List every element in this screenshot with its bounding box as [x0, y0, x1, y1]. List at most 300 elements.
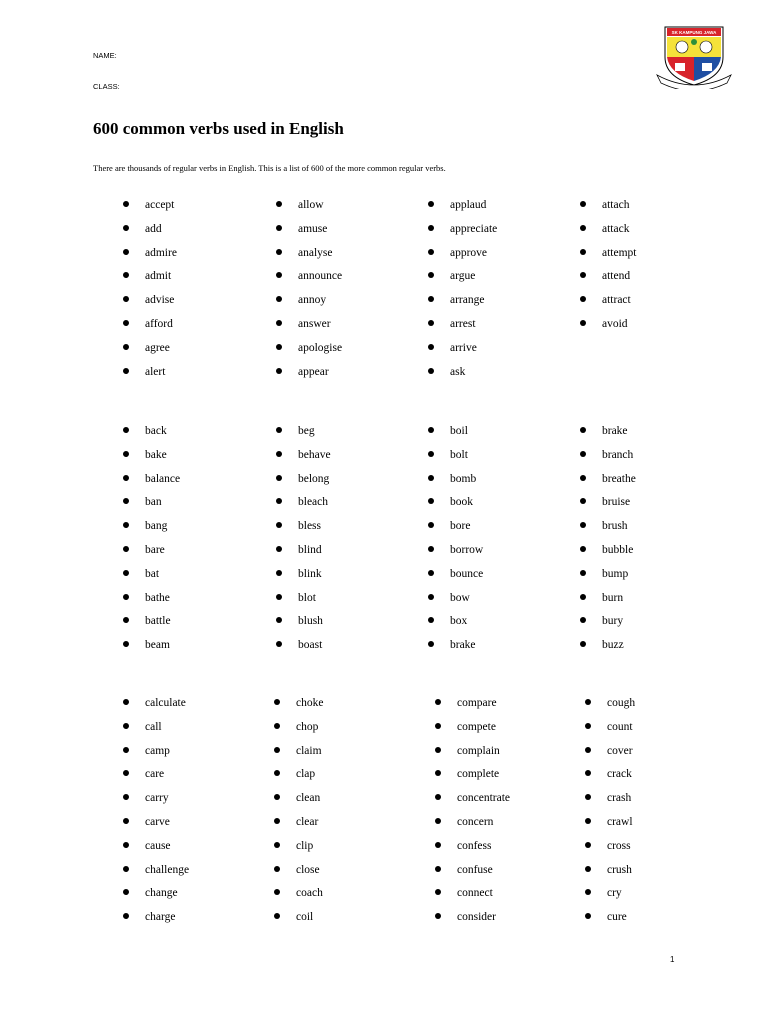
- list-item: [274, 887, 424, 911]
- list-item: [123, 768, 273, 792]
- bullet-icon: [428, 225, 434, 231]
- bullet-icon: [428, 320, 434, 326]
- verb-word: ask: [450, 365, 466, 378]
- list-item: [428, 449, 578, 473]
- bullet-icon: [276, 594, 282, 600]
- verb-word: argue: [450, 270, 476, 283]
- verb-word: count: [607, 720, 633, 733]
- verb-word: complain: [457, 744, 500, 757]
- bullet-icon: [428, 451, 434, 457]
- list-item: [276, 592, 426, 616]
- list-item: [123, 270, 273, 294]
- verb-word: branch: [602, 448, 634, 461]
- verb-word: afford: [145, 317, 173, 330]
- list-item: [428, 568, 578, 592]
- list-item: [123, 864, 273, 888]
- bullet-icon: [580, 296, 586, 302]
- verb-word: agree: [145, 341, 170, 354]
- list-item: [580, 592, 730, 616]
- class-label: CLASS:: [93, 82, 120, 91]
- bullet-icon: [276, 320, 282, 326]
- verb-word: camp: [145, 744, 170, 757]
- list-item: [274, 721, 424, 745]
- verb-word: challenge: [145, 863, 190, 876]
- bullet-icon: [123, 889, 129, 895]
- verb-word: concentrate: [457, 792, 510, 805]
- verb-word: apologise: [298, 341, 343, 354]
- bullet-icon: [274, 913, 280, 919]
- bullet-icon: [428, 641, 434, 647]
- bullet-icon: [580, 320, 586, 326]
- list-item: [274, 697, 424, 721]
- bullet-icon: [123, 427, 129, 433]
- bullet-icon: [123, 320, 129, 326]
- bullet-icon: [580, 225, 586, 231]
- list-item: [123, 639, 273, 663]
- bullet-icon: [585, 913, 591, 919]
- list-item: [428, 544, 578, 568]
- list-item: [274, 840, 424, 864]
- bullet-icon: [123, 368, 129, 374]
- list-item: [580, 294, 730, 318]
- verb-word: blot: [298, 591, 316, 604]
- verb-word: complete: [457, 768, 500, 781]
- list-item: [274, 768, 424, 792]
- verb-word: cross: [607, 839, 631, 852]
- bullet-icon: [276, 475, 282, 481]
- bullet-icon: [123, 201, 129, 207]
- verb-word: appreciate: [450, 222, 498, 235]
- verb-word: breathe: [602, 472, 636, 485]
- verb-word: admit: [145, 270, 172, 283]
- list-item: [435, 697, 585, 721]
- verb-word: appear: [298, 365, 329, 378]
- list-item: [276, 473, 426, 497]
- verb-word: bump: [602, 567, 629, 580]
- list-item: [585, 745, 735, 769]
- list-item: [276, 568, 426, 592]
- list-item: [435, 721, 585, 745]
- bullet-icon: [428, 522, 434, 528]
- verb-word: chop: [296, 720, 319, 733]
- bullet-icon: [123, 546, 129, 552]
- bullet-icon: [274, 794, 280, 800]
- bullet-icon: [276, 427, 282, 433]
- bullet-icon: [274, 747, 280, 753]
- verb-word: bow: [450, 591, 470, 604]
- verb-word: call: [145, 720, 162, 733]
- list-item: [428, 342, 578, 366]
- bullet-icon: [428, 617, 434, 623]
- verb-word: brush: [602, 520, 628, 533]
- bullet-icon: [435, 723, 441, 729]
- list-item: [435, 840, 585, 864]
- verb-word: blush: [298, 615, 323, 628]
- bullet-icon: [428, 594, 434, 600]
- bullet-icon: [123, 498, 129, 504]
- verb-word: crawl: [607, 815, 633, 828]
- list-item: [123, 792, 273, 816]
- verb-word: amuse: [298, 222, 328, 235]
- bullet-icon: [580, 546, 586, 552]
- verb-word: boast: [298, 639, 323, 652]
- list-item: [123, 473, 273, 497]
- list-item: [428, 223, 578, 247]
- list-item: [276, 544, 426, 568]
- bullet-icon: [585, 842, 591, 848]
- list-item: [123, 721, 273, 745]
- list-item: [123, 697, 273, 721]
- list-item: [428, 520, 578, 544]
- bullet-icon: [276, 451, 282, 457]
- verb-word: bolt: [450, 448, 468, 461]
- list-item: [123, 568, 273, 592]
- list-item: [123, 615, 273, 639]
- list-item: [276, 199, 426, 223]
- verb-word: bare: [145, 543, 165, 556]
- bullet-icon: [123, 794, 129, 800]
- crest-banner-text: SK KAMPUNG JAWA: [671, 30, 717, 35]
- verb-word: connect: [457, 887, 493, 900]
- list-item: [580, 615, 730, 639]
- verb-word: accept: [145, 199, 175, 211]
- bullet-icon: [123, 344, 129, 350]
- verb-word: care: [145, 768, 165, 781]
- bullet-icon: [276, 225, 282, 231]
- verb-word: bury: [602, 615, 624, 628]
- bullet-icon: [428, 570, 434, 576]
- verb-word: compare: [457, 697, 497, 709]
- list-item: [276, 425, 426, 449]
- list-item: [123, 745, 273, 769]
- verb-word: crush: [607, 863, 632, 876]
- list-item: [123, 294, 273, 318]
- bullet-icon: [123, 296, 129, 302]
- bullet-icon: [123, 594, 129, 600]
- bullet-icon: [580, 617, 586, 623]
- list-item: [435, 864, 585, 888]
- verb-column: [274, 697, 424, 935]
- verb-word: box: [450, 615, 468, 628]
- bullet-icon: [580, 498, 586, 504]
- bullet-icon: [428, 475, 434, 481]
- list-item: [585, 697, 735, 721]
- list-item: [123, 816, 273, 840]
- verb-word: cover: [607, 744, 633, 757]
- verb-word: bat: [145, 567, 160, 580]
- verb-word: attempt: [602, 246, 637, 259]
- bullet-icon: [428, 296, 434, 302]
- bullet-icon: [428, 427, 434, 433]
- list-item: [276, 615, 426, 639]
- bullet-icon: [428, 249, 434, 255]
- bullet-icon: [123, 570, 129, 576]
- bullet-icon: [276, 368, 282, 374]
- verb-word: belong: [298, 472, 330, 485]
- bullet-icon: [123, 747, 129, 753]
- list-item: [580, 425, 730, 449]
- bullet-icon: [580, 249, 586, 255]
- list-item: [585, 911, 735, 935]
- verb-word: bruise: [602, 496, 631, 509]
- list-item: [580, 449, 730, 473]
- bullet-icon: [123, 818, 129, 824]
- list-item: [123, 840, 273, 864]
- verb-word: behave: [298, 448, 331, 461]
- verb-word: applaud: [450, 199, 487, 211]
- bullet-icon: [123, 770, 129, 776]
- bullet-icon: [428, 344, 434, 350]
- verb-word: arrest: [450, 317, 476, 330]
- list-item: [585, 721, 735, 745]
- verb-word: choke: [296, 697, 324, 709]
- verb-column: [585, 697, 735, 935]
- verb-word: charge: [145, 911, 176, 924]
- verb-word: bless: [298, 520, 321, 533]
- verb-word: book: [450, 496, 473, 509]
- verb-word: ban: [145, 496, 162, 509]
- verb-column: [123, 697, 273, 935]
- verb-column: [123, 199, 273, 389]
- list-item: [585, 864, 735, 888]
- bullet-icon: [580, 451, 586, 457]
- bullet-icon: [435, 818, 441, 824]
- bullet-icon: [585, 770, 591, 776]
- verb-word: change: [145, 887, 178, 900]
- list-item: [580, 544, 730, 568]
- list-item: [585, 816, 735, 840]
- list-item: [428, 615, 578, 639]
- list-item: [428, 318, 578, 342]
- verb-word: blink: [298, 567, 322, 580]
- school-crest-logo: [655, 23, 733, 89]
- list-item: [276, 496, 426, 520]
- verb-word: cause: [145, 839, 171, 852]
- verb-word: back: [145, 425, 167, 437]
- list-item: [435, 745, 585, 769]
- verb-word: clip: [296, 839, 314, 852]
- bullet-icon: [276, 272, 282, 278]
- verb-word: attack: [602, 222, 630, 235]
- verb-word: advise: [145, 294, 175, 307]
- verb-word: clear: [296, 815, 319, 828]
- verb-word: announce: [298, 270, 343, 283]
- bullet-icon: [435, 913, 441, 919]
- list-item: [274, 745, 424, 769]
- list-item: [435, 768, 585, 792]
- list-item: [585, 887, 735, 911]
- bullet-icon: [585, 889, 591, 895]
- bullet-icon: [276, 546, 282, 552]
- bullet-icon: [580, 427, 586, 433]
- verb-word: confuse: [457, 863, 493, 876]
- bullet-icon: [276, 249, 282, 255]
- verb-word: arrive: [450, 341, 477, 354]
- verb-column: [580, 425, 730, 663]
- verb-word: boil: [450, 425, 468, 437]
- bullet-icon: [585, 699, 591, 705]
- bullet-icon: [585, 747, 591, 753]
- bullet-icon: [580, 641, 586, 647]
- verb-word: bomb: [450, 472, 477, 485]
- list-item: [580, 223, 730, 247]
- bullet-icon: [585, 723, 591, 729]
- list-item: [123, 911, 273, 935]
- intro-text: There are thousands of regular verbs in English. This is a list of 600 of the more common regular verbs.: [93, 163, 446, 173]
- list-item: [276, 366, 426, 390]
- list-item: [428, 199, 578, 223]
- bullet-icon: [123, 723, 129, 729]
- list-item: [580, 247, 730, 271]
- verb-word: add: [145, 222, 162, 235]
- verb-word: attend: [602, 270, 631, 283]
- bullet-icon: [123, 866, 129, 872]
- list-item: [123, 223, 273, 247]
- bullet-icon: [585, 866, 591, 872]
- verb-word: concern: [457, 815, 494, 828]
- verb-word: carve: [145, 815, 170, 828]
- bullet-icon: [276, 344, 282, 350]
- verb-word: cure: [607, 911, 627, 924]
- list-item: [123, 592, 273, 616]
- bullet-icon: [276, 522, 282, 528]
- bullet-icon: [580, 475, 586, 481]
- list-item: [276, 639, 426, 663]
- list-item: [276, 520, 426, 544]
- list-item: [435, 792, 585, 816]
- verb-word: approve: [450, 246, 488, 259]
- list-item: [428, 473, 578, 497]
- verb-word: close: [296, 863, 320, 876]
- verb-word: bathe: [145, 591, 170, 604]
- verb-word: avoid: [602, 317, 628, 330]
- bullet-icon: [580, 272, 586, 278]
- verb-word: battle: [145, 615, 171, 628]
- verb-word: clap: [296, 768, 316, 781]
- list-item: [123, 887, 273, 911]
- bullet-icon: [123, 249, 129, 255]
- verb-word: burn: [602, 591, 624, 604]
- bullet-icon: [435, 747, 441, 753]
- bullet-icon: [123, 699, 129, 705]
- bullet-icon: [276, 641, 282, 647]
- list-item: [123, 247, 273, 271]
- verb-word: brake: [450, 639, 476, 652]
- bullet-icon: [123, 475, 129, 481]
- verb-word: coach: [296, 887, 323, 900]
- bullet-icon: [276, 498, 282, 504]
- verb-word: confess: [457, 839, 492, 852]
- list-item: [123, 520, 273, 544]
- verb-column: [428, 199, 578, 389]
- list-item: [123, 425, 273, 449]
- list-item: [276, 247, 426, 271]
- bullet-icon: [585, 794, 591, 800]
- list-item: [428, 270, 578, 294]
- list-item: [428, 496, 578, 520]
- verb-column: [580, 199, 730, 342]
- list-item: [585, 792, 735, 816]
- bullet-icon: [123, 842, 129, 848]
- list-item: [123, 342, 273, 366]
- list-item: [274, 816, 424, 840]
- bullet-icon: [428, 272, 434, 278]
- verb-word: claim: [296, 744, 322, 757]
- verb-column: [428, 425, 578, 663]
- bullet-icon: [585, 818, 591, 824]
- list-item: [123, 496, 273, 520]
- list-item: [435, 816, 585, 840]
- verb-word: arrange: [450, 294, 485, 307]
- bullet-icon: [276, 570, 282, 576]
- verb-word: buzz: [602, 639, 624, 652]
- bullet-icon: [274, 770, 280, 776]
- verb-word: crash: [607, 792, 632, 805]
- bullet-icon: [580, 522, 586, 528]
- verb-word: consider: [457, 911, 496, 924]
- bullet-icon: [123, 913, 129, 919]
- list-item: [435, 887, 585, 911]
- bullet-icon: [435, 866, 441, 872]
- list-item: [580, 520, 730, 544]
- verb-word: borrow: [450, 543, 484, 556]
- bullet-icon: [428, 498, 434, 504]
- bullet-icon: [274, 699, 280, 705]
- list-item: [428, 247, 578, 271]
- verb-word: bubble: [602, 543, 634, 556]
- list-item: [428, 294, 578, 318]
- bullet-icon: [276, 296, 282, 302]
- verb-word: clean: [296, 792, 321, 805]
- list-item: [274, 792, 424, 816]
- list-item: [428, 366, 578, 390]
- list-item: [435, 911, 585, 935]
- verb-word: cough: [607, 697, 636, 709]
- page-number: 1: [670, 955, 675, 964]
- bullet-icon: [435, 699, 441, 705]
- list-item: [123, 544, 273, 568]
- bullet-icon: [274, 889, 280, 895]
- verb-word: annoy: [298, 294, 327, 307]
- list-item: [580, 568, 730, 592]
- verb-word: alert: [145, 365, 166, 378]
- list-item: [428, 592, 578, 616]
- verb-word: coil: [296, 911, 314, 924]
- verb-word: answer: [298, 317, 331, 330]
- bullet-icon: [123, 272, 129, 278]
- verb-word: beam: [145, 639, 170, 652]
- list-item: [580, 318, 730, 342]
- bullet-icon: [428, 201, 434, 207]
- list-item: [580, 199, 730, 223]
- verb-word: bang: [145, 520, 168, 533]
- verb-word: brake: [602, 425, 628, 437]
- list-item: [276, 270, 426, 294]
- list-item: [580, 639, 730, 663]
- list-item: [276, 223, 426, 247]
- list-item: [123, 449, 273, 473]
- verb-word: cry: [607, 887, 622, 900]
- bullet-icon: [123, 225, 129, 231]
- bullet-icon: [274, 818, 280, 824]
- bullet-icon: [123, 522, 129, 528]
- bullet-icon: [123, 641, 129, 647]
- verb-column: [276, 199, 426, 389]
- list-item: [123, 199, 273, 223]
- verb-word: beg: [298, 425, 315, 437]
- verb-word: analyse: [298, 246, 333, 259]
- bullet-icon: [123, 617, 129, 623]
